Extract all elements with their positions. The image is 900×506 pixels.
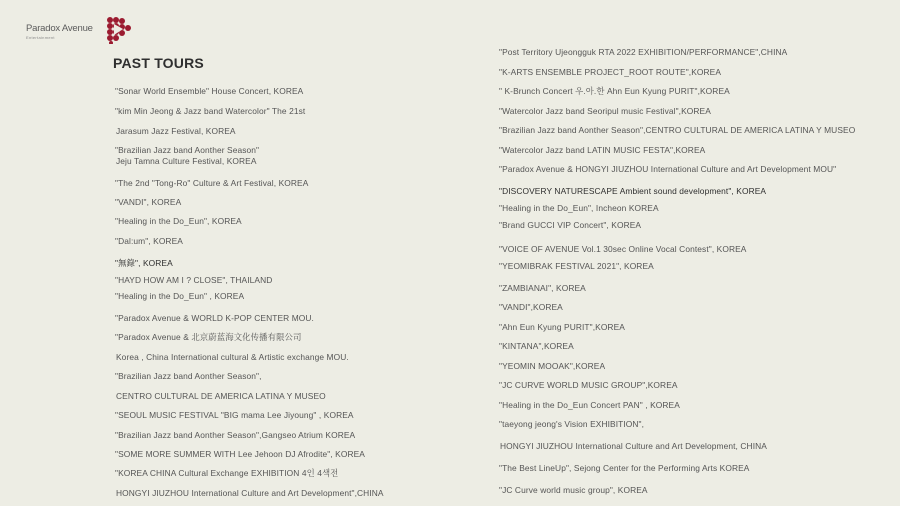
tour-entry: "The Best LineUp", Sejong Center for the Performing Arts KOREA: [499, 463, 750, 473]
tour-entry: "Watercolor Jazz band LATIN MUSIC FESTA",KOREA: [499, 145, 706, 155]
tour-entry: "SOME MORE SUMMER WITH Lee Jehoon DJ Afrodite", KOREA: [115, 449, 365, 459]
tour-entry: HONGYI JIUZHOU International Culture and Art Development",CHINA: [116, 488, 384, 498]
tour-entry: "HAYD HOW AM I ? CLOSE", THAILAND: [115, 275, 273, 285]
tour-entry: CENTRO CULTURAL DE AMERICA LATINA Y MUSEO: [116, 391, 326, 401]
tour-entry: "JC CURVE WORLD MUSIC GROUP",KOREA: [499, 380, 678, 390]
tour-entry: "Sonar World Ensemble" House Concert, KOREA: [115, 86, 304, 96]
tour-entry: "Healing in the Do_Eun", Incheon KOREA: [499, 203, 659, 213]
tour-entry: "K-ARTS ENSEMBLE PROJECT_ROOT ROUTE",KOREA: [499, 67, 722, 77]
tour-entry: HONGYI JIUZHOU International Culture and Art Development, CHINA: [500, 441, 767, 451]
tour-entry: Jeju Tamna Culture Festival, KOREA: [116, 156, 257, 166]
tour-entry: "Healing in the Do_Eun Concert PAN" , KOREA: [499, 400, 680, 410]
logo-name: Paradox Avenue: [26, 23, 93, 34]
tour-entry: "Brazilian Jazz band Aonther Season",Gangseo Atrium KOREA: [115, 430, 356, 440]
tour-entry: "Ahn Eun Kyung PURIT",KOREA: [499, 322, 625, 332]
tour-entry: Jarasum Jazz Festival, KOREA: [116, 126, 236, 136]
tour-entry: "The 2nd "Tong-Ro" Culture & Art Festival, KOREA: [115, 178, 309, 188]
tour-entry: "Brazilian Jazz band Aonther Season": [115, 145, 260, 155]
logo-subtitle: Entertainment: [26, 35, 55, 40]
tour-entry: "Brand GUCCI VIP Concert", KOREA: [499, 220, 642, 230]
tour-entry: "JC Curve world music group", KOREA: [499, 485, 648, 495]
tour-entry: " K-Brunch Concert 우.아.한 Ahn Eun Kyung PURIT",KOREA: [499, 86, 730, 96]
tour-entry: "Paradox Avenue & 北京蔚蓝海文化传播有限公司: [115, 332, 302, 342]
logo-grape-icon: [105, 16, 133, 44]
tour-entry: "Brazilian Jazz band Aonther Season",CENTRO CULTURAL DE AMERICA LATINA Y MUSEO: [499, 125, 856, 135]
tour-entry: "KINTANA",KOREA: [499, 341, 574, 351]
tour-entry: "Watercolor Jazz band Seoripul music Festival",KOREA: [499, 106, 711, 116]
tour-entry: "YEOMIN MOOAK",KOREA: [499, 361, 606, 371]
tour-entry: "kim Min Jeong & Jazz band Watercolor" The 21st: [115, 106, 306, 116]
tour-entry: "Post Territory Ujeongguk RTA 2022 EXHIBITION/PERFORMANCE",CHINA: [499, 47, 788, 57]
tour-entry: "SEOUL MUSIC FESTIVAL "BIG mama Lee Jiyoung" , KOREA: [115, 410, 354, 420]
tour-entry: "Paradox Avenue & WORLD K-POP CENTER MOU.: [115, 313, 314, 323]
tour-entry: "ZAMBIANAI", KOREA: [499, 283, 586, 293]
tour-entry: "YEOMIBRAK FESTIVAL 2021", KOREA: [499, 261, 654, 271]
tour-entry: "Healing in the Do_Eun" , KOREA: [115, 291, 245, 301]
company-logo: [26, 16, 136, 44]
tour-entry: "Brazilian Jazz band Aonther Season",: [115, 371, 262, 381]
tour-entry: "taeyong jeong's Vision EXHIBITION",: [499, 419, 645, 429]
tour-entry: "KOREA CHINA Cultural Exchange EXHIBITION 4인 4색전: [115, 468, 339, 478]
tour-entry: "Dal:um", KOREA: [115, 236, 183, 246]
page-title: PAST TOURS: [113, 55, 204, 71]
tour-entry: Korea , China International cultural & Artistic exchange MOU.: [116, 352, 349, 362]
tour-entry: "DISCOVERY NATURESCAPE Ambient sound development", KOREA: [499, 186, 767, 196]
tour-entry: "無錄", KOREA: [115, 258, 173, 268]
tour-entry: "Paradox Avenue & HONGYI JIUZHOU International Culture and Art Development MOU": [499, 164, 837, 174]
tour-entry: "Healing in the Do_Eun", KOREA: [115, 216, 242, 226]
tour-entry: "VANDI",KOREA: [499, 302, 563, 312]
tour-entry: "VOICE OF AVENUE Vol.1 30sec Online Vocal Contest", KOREA: [499, 244, 747, 254]
tour-entry: "VANDI", KOREA: [115, 197, 182, 207]
